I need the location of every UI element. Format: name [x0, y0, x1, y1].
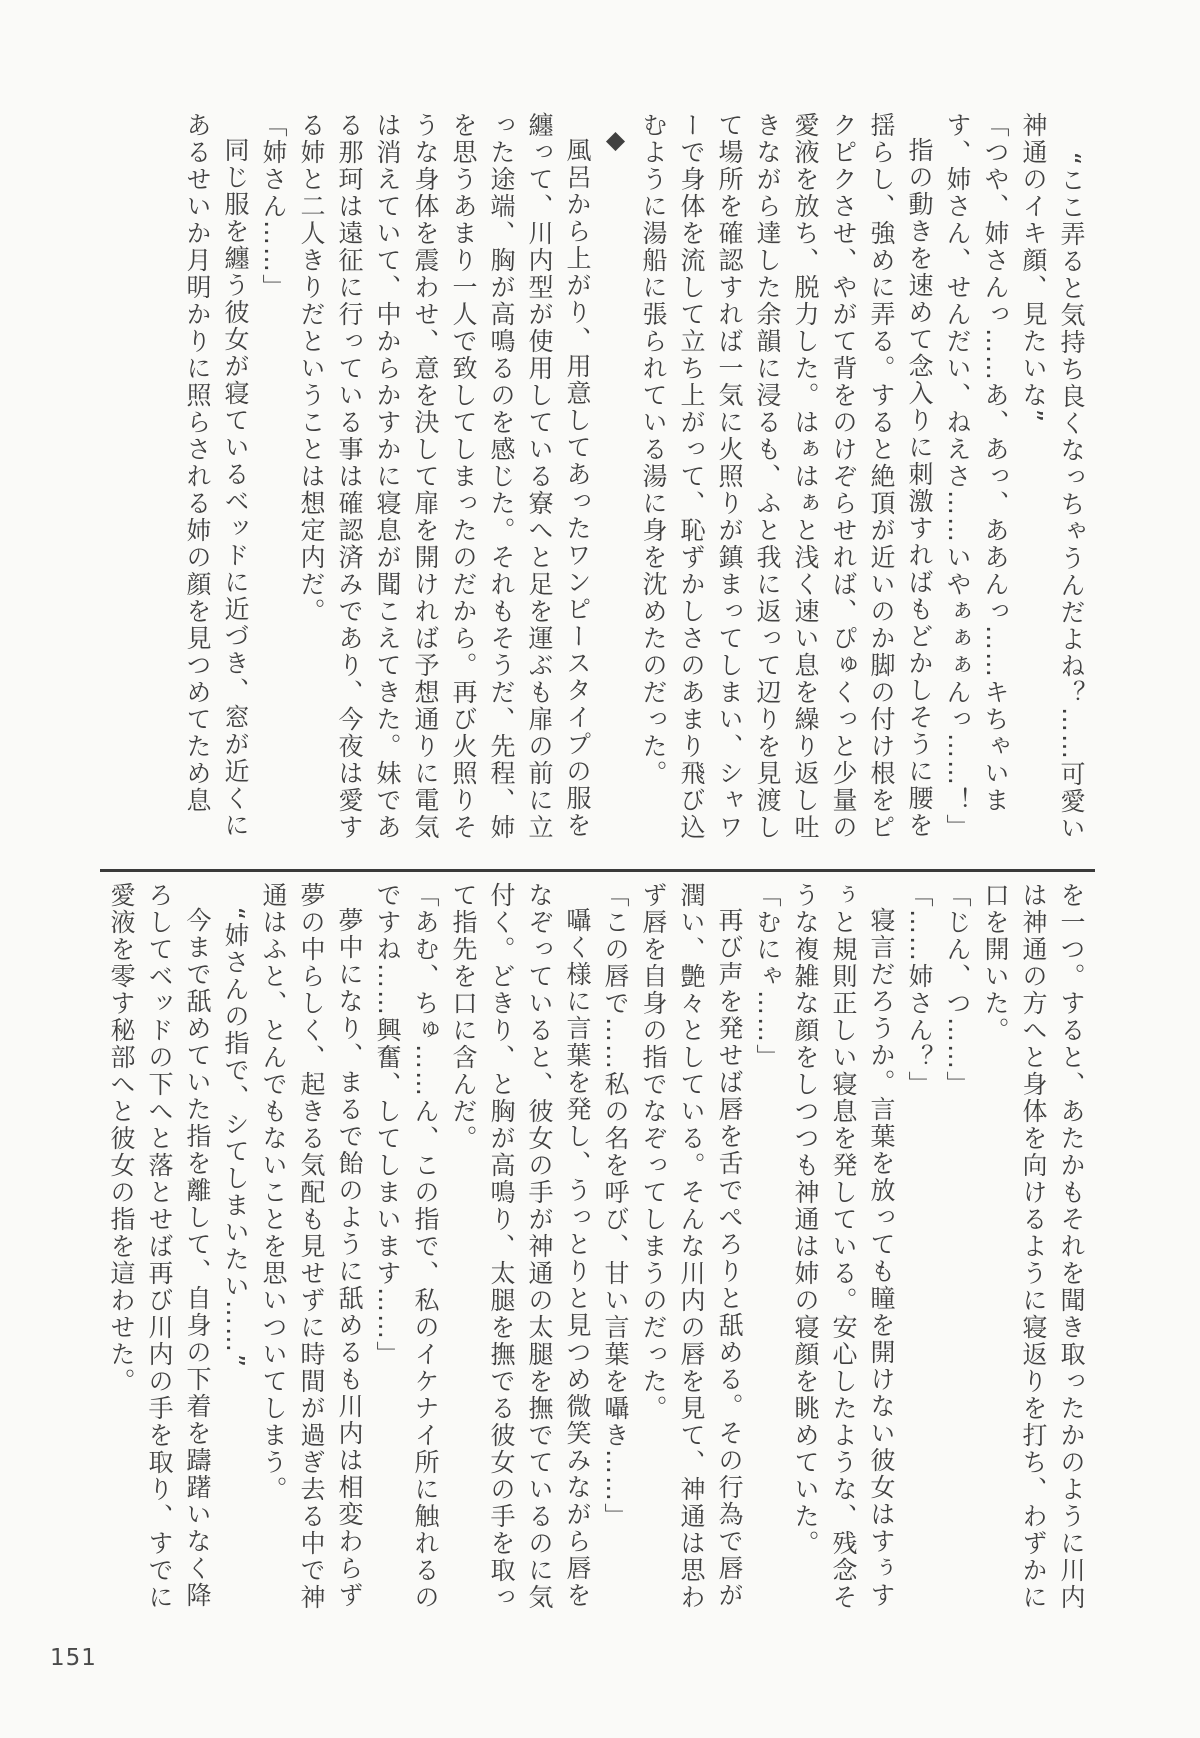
paragraph: 同じ服を纏う彼女が寝ているベッドに近づき、窓が近くにあるせいか月明かりに照らされる姉の顔を見つめてため息 [183, 112, 250, 839]
page-number: 151 [50, 1645, 97, 1671]
bottom-text-block [90, 882, 1090, 1618]
paragraph: を一つ。すると、あたかもそれを聞き取ったかのように川内は神通の方へと身体を向けるように寝返りを打ち、わずかに口を開いた。 [981, 882, 1086, 1611]
top-text-block [90, 112, 1090, 848]
paragraph: “姉さんの指で、シてしまいたい……” [221, 907, 250, 1369]
paragraph: 「むにゃ……」 [753, 882, 782, 1071]
section-separator-diamond: ◆ [601, 124, 630, 156]
paragraph: 「……姉さん？」 [905, 882, 934, 1098]
paragraph: 指の動きを速めて念入りに刺激すればもどかしそうに腰を揺らし、強めに弄る。すると絶頂が近いのか脚の付け根をピクピクさせ、やがて背をのけぞらせれば、ぴゅくっと少量の愛液を放ち、脱力した。はぁはぁと浅く速い息を繰り返し吐きながら達した余韻に浸るも、ふと我に返って辺りを見渡して場所を確認すれば一気に火照りが鎮まってしまい、シャワーで身体を流して立ち上がって、恥ずかしさのあまり飛び込むように湯船に張られている湯に身を沈めたのだった。 [639, 112, 934, 841]
paragraph: 囁く様に言葉を発し、うっとりと見つめ微笑みながら唇をなぞっていると、彼女の手が神通の太腿を撫でているのに気付く。どきり、と胸が高鳴り、太腿を撫でる彼女の手を取って指先を口に含んだ。 [449, 882, 592, 1611]
paragraph: 夢中になり、まるで飴のように舐めるも川内は相変わらず夢の中らしく、起きる気配も見せずに時間が過ぎ去る中で神通はふと、とんでもないことを思いついてしまう。 [259, 882, 364, 1611]
paragraph: 「この唇で……私の名を呼び、甘い言葉を囁き……」 [601, 882, 630, 1530]
section-divider [100, 869, 1095, 872]
paragraph: 再び声を発せば唇を舌でぺろりと舐める。その行為で唇が潤い、艶々としている。そんな川内の唇を見て、神通は思わず唇を自身の指でなぞってしまうのだった。 [639, 882, 744, 1611]
paragraph: 寝言だろうか。言葉を放っても瞳を開けない彼女はすぅすぅと規則正しい寝息を発している。安心したような、残念そうな複雑な顔をしつつも神通は姉の寝顔を眺めていた。 [791, 882, 896, 1611]
paragraph: 「あむ、ちゅ……ん、この指で、私のイケナイ所に触れるのですね……興奮、してしまいます……」 [373, 882, 440, 1611]
paragraph: “ここ弄ると気持ち良くなっちゃうんだよね？……可愛い神通のイキ顔、見たいな” [1019, 112, 1086, 842]
paragraph: 「姉さん……」 [259, 112, 288, 301]
paragraph: 今まで舐めていた指を離して、自身の下着を躊躇いなく降ろしてベッドの下へと落とせば再び川内の手を取り、すでに愛液を零す秘部へと彼女の指を這わせた。 [107, 882, 212, 1611]
paragraph: 「つや、姉さんっ……あ、あっ、ああんっ……キちゃいます、姉さん、せんだい、ねえさ……いやぁぁぁんっ……！」 [943, 112, 1010, 841]
paragraph: 「じん、つ……」 [943, 882, 972, 1098]
paragraph: 風呂から上がり、用意してあったワンピースタイプの服を纏って、川内型が使用している寮へと足を運ぶも扉の前に立った途端、胸が高鳴るのを感じた。それもそうだ、先程、姉を思うあまり一人で致してしまったのだから。再び火照りそうな身体を震わせ、意を決して扉を開ければ予想通りに電気は消えていて、中からかすかに寝息が聞こえてきた。妹である那珂は遠征に行っている事は確認済みであり、今夜は愛する姉と二人きりだということは想定内だ。 [297, 112, 592, 841]
